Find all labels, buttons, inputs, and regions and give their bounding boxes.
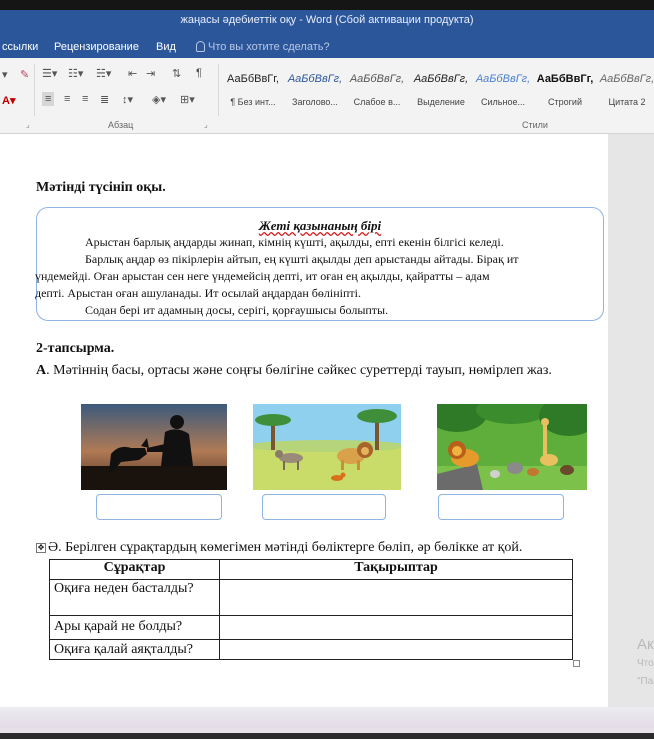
answer-box-3[interactable] <box>438 494 564 520</box>
story-line: Содан бері ит адамның досы, серігі, қорғаушысы болыпты. <box>85 303 389 317</box>
ribbon-tabs <box>0 38 654 58</box>
multilevel-list-icon[interactable]: ☵▾ <box>96 68 112 80</box>
task2-title: 2-тапсырма. <box>36 341 115 356</box>
style-sample: АаБбВвГг, <box>287 73 343 85</box>
topic-cell[interactable] <box>220 616 573 640</box>
style-name: Строгий <box>548 97 582 107</box>
question-cell[interactable]: Ары қарай не болды? <box>50 616 220 640</box>
justify-icon[interactable]: ≣ <box>100 94 110 106</box>
story-title: Жеті қазынаның бірі <box>258 218 382 233</box>
document-heading: Мәтінді түсініп оқы. <box>36 180 166 195</box>
header-topics: Тақырыптар <box>220 560 573 580</box>
increase-indent-icon[interactable]: ⇥ <box>146 68 156 80</box>
pilcrow-icon[interactable]: ¶ <box>196 67 202 79</box>
lightbulb-icon <box>196 41 205 52</box>
style-name: Сильное... <box>481 97 525 107</box>
tell-me-search[interactable] <box>196 41 330 53</box>
line-spacing-icon[interactable]: ↕▾ <box>122 94 134 106</box>
style-strong[interactable] <box>534 64 596 108</box>
sort-icon[interactable]: ⇅ <box>172 68 182 80</box>
style-name: Выделение <box>417 97 465 107</box>
task-a-body: . Мәтіннің басы, ортасы және соңғы бөлігіне сәйкес суреттерді тауып, нөмірлеп жаз. <box>46 363 552 378</box>
table-move-icon[interactable]: ✥ <box>37 543 45 552</box>
table-resize-handle[interactable] <box>573 660 580 667</box>
questions-table[interactable] <box>49 559 573 660</box>
style-intense-emphasis[interactable] <box>472 64 534 108</box>
font-dropdown-icon[interactable]: ▾ <box>2 69 8 81</box>
question-cell[interactable]: Оқиға неден басталды? <box>50 580 220 616</box>
style-name: Цитата 2 <box>608 97 646 107</box>
highlight-pen-icon[interactable]: ✎ <box>20 69 30 81</box>
activation-watermark-line: Ак <box>637 636 654 653</box>
task-b-body: Ә. Берілген сұрақтардың көмегімен мәтінді бөліктерге бөліп, әр бөлікке ат қой. <box>48 540 523 555</box>
font-color-icon[interactable]: A▾ <box>2 95 16 107</box>
task-a-prefix: А <box>36 363 47 378</box>
answer-box-2[interactable] <box>262 494 386 520</box>
tab-view[interactable]: Вид <box>156 41 176 53</box>
style-sample: АаБбВвГг, <box>475 73 531 85</box>
task-a-text <box>36 361 588 381</box>
style-no-spacing[interactable] <box>222 64 284 108</box>
ribbon <box>0 58 654 134</box>
story-line: үндемейді. Оған арыстан сен неге үндемейсің депті, ит оған ең ақылды, қайратты – адам <box>35 269 490 283</box>
style-sample: АаБбВвГг, <box>413 73 469 85</box>
numbering-icon[interactable]: ☷▾ <box>68 68 84 80</box>
table-row <box>50 640 573 660</box>
table-row <box>50 580 573 616</box>
activation-watermark-line: "Па <box>637 676 654 687</box>
story-line: Барлық аңдар өз пікірлерін айтып, ең күшті ақылды деп арыстанды айтады. Бірақ ит <box>85 252 519 266</box>
image-man-and-dog[interactable] <box>81 404 227 490</box>
window-title: жаңасы әдебиеттік оқу - Word (Сбой активации продукта) <box>180 14 474 26</box>
image-savanna-animals[interactable] <box>253 404 401 490</box>
style-sample: АаБбВвГг, <box>536 73 594 85</box>
font-dialog-launcher-icon[interactable]: ⌟ <box>26 120 30 129</box>
header-questions: Сұрақтар <box>50 560 220 580</box>
styles-group-label: Стили <box>522 120 548 130</box>
window-top-edge <box>0 0 654 10</box>
style-sample: АаБбВвГг, <box>227 73 279 85</box>
table-header-row <box>50 560 573 580</box>
activation-watermark-line: Что <box>637 658 654 669</box>
screen-bottom-edge <box>0 733 654 739</box>
story-textbox[interactable] <box>36 207 604 321</box>
tab-references[interactable]: ссылки <box>2 41 39 53</box>
paragraph-group-label: Абзац <box>108 120 134 130</box>
tell-me-text: Что вы хотите сделать? <box>208 41 330 53</box>
group-divider <box>218 64 219 116</box>
topic-cell[interactable] <box>220 580 573 616</box>
story-line: Арыстан барлық аңдарды жинап, кімнің күшті, ақылды, епті екенін білгісі келеді. <box>85 235 504 249</box>
style-name: Заголово... <box>292 97 338 107</box>
style-subtle-emphasis[interactable] <box>346 64 408 108</box>
savanna-animals-picture <box>253 404 401 490</box>
title-bar <box>0 0 654 38</box>
style-name: ¶ Без инт... <box>230 97 276 107</box>
align-center-icon[interactable]: ≡ <box>64 93 71 105</box>
align-right-icon[interactable]: ≡ <box>82 93 89 105</box>
question-cell[interactable]: Оқиға қалай аяқталды? <box>50 640 220 660</box>
style-name: Слабое в... <box>353 97 401 107</box>
style-sample: АаБбВвГг, <box>349 73 405 85</box>
style-quote-2[interactable] <box>596 64 654 108</box>
decrease-indent-icon[interactable]: ⇤ <box>128 68 138 80</box>
task-b-text <box>36 540 522 556</box>
style-heading[interactable] <box>284 64 346 108</box>
style-emphasis[interactable] <box>410 64 472 108</box>
man-dog-silhouette-picture <box>81 404 227 490</box>
image-jungle-animals[interactable] <box>437 404 587 490</box>
align-left-icon[interactable]: ≡ <box>42 92 54 106</box>
answer-box-1[interactable] <box>96 494 222 520</box>
table-row <box>50 616 573 640</box>
topic-cell[interactable] <box>220 640 573 660</box>
bullets-icon[interactable]: ☰▾ <box>42 68 58 80</box>
jungle-animals-picture <box>437 404 587 490</box>
paragraph-dialog-launcher-icon[interactable]: ⌟ <box>204 120 208 129</box>
group-divider <box>34 64 35 116</box>
borders-icon[interactable]: ⊞▾ <box>180 94 195 106</box>
shading-icon[interactable]: ◈▾ <box>152 94 166 106</box>
tab-review[interactable]: Рецензирование <box>54 41 139 53</box>
story-line: депті. Арыстан оған ашуланады. Ит осылай аңдардан бөлініпті. <box>35 286 361 300</box>
style-sample: АаБбВвГг, <box>599 73 654 85</box>
